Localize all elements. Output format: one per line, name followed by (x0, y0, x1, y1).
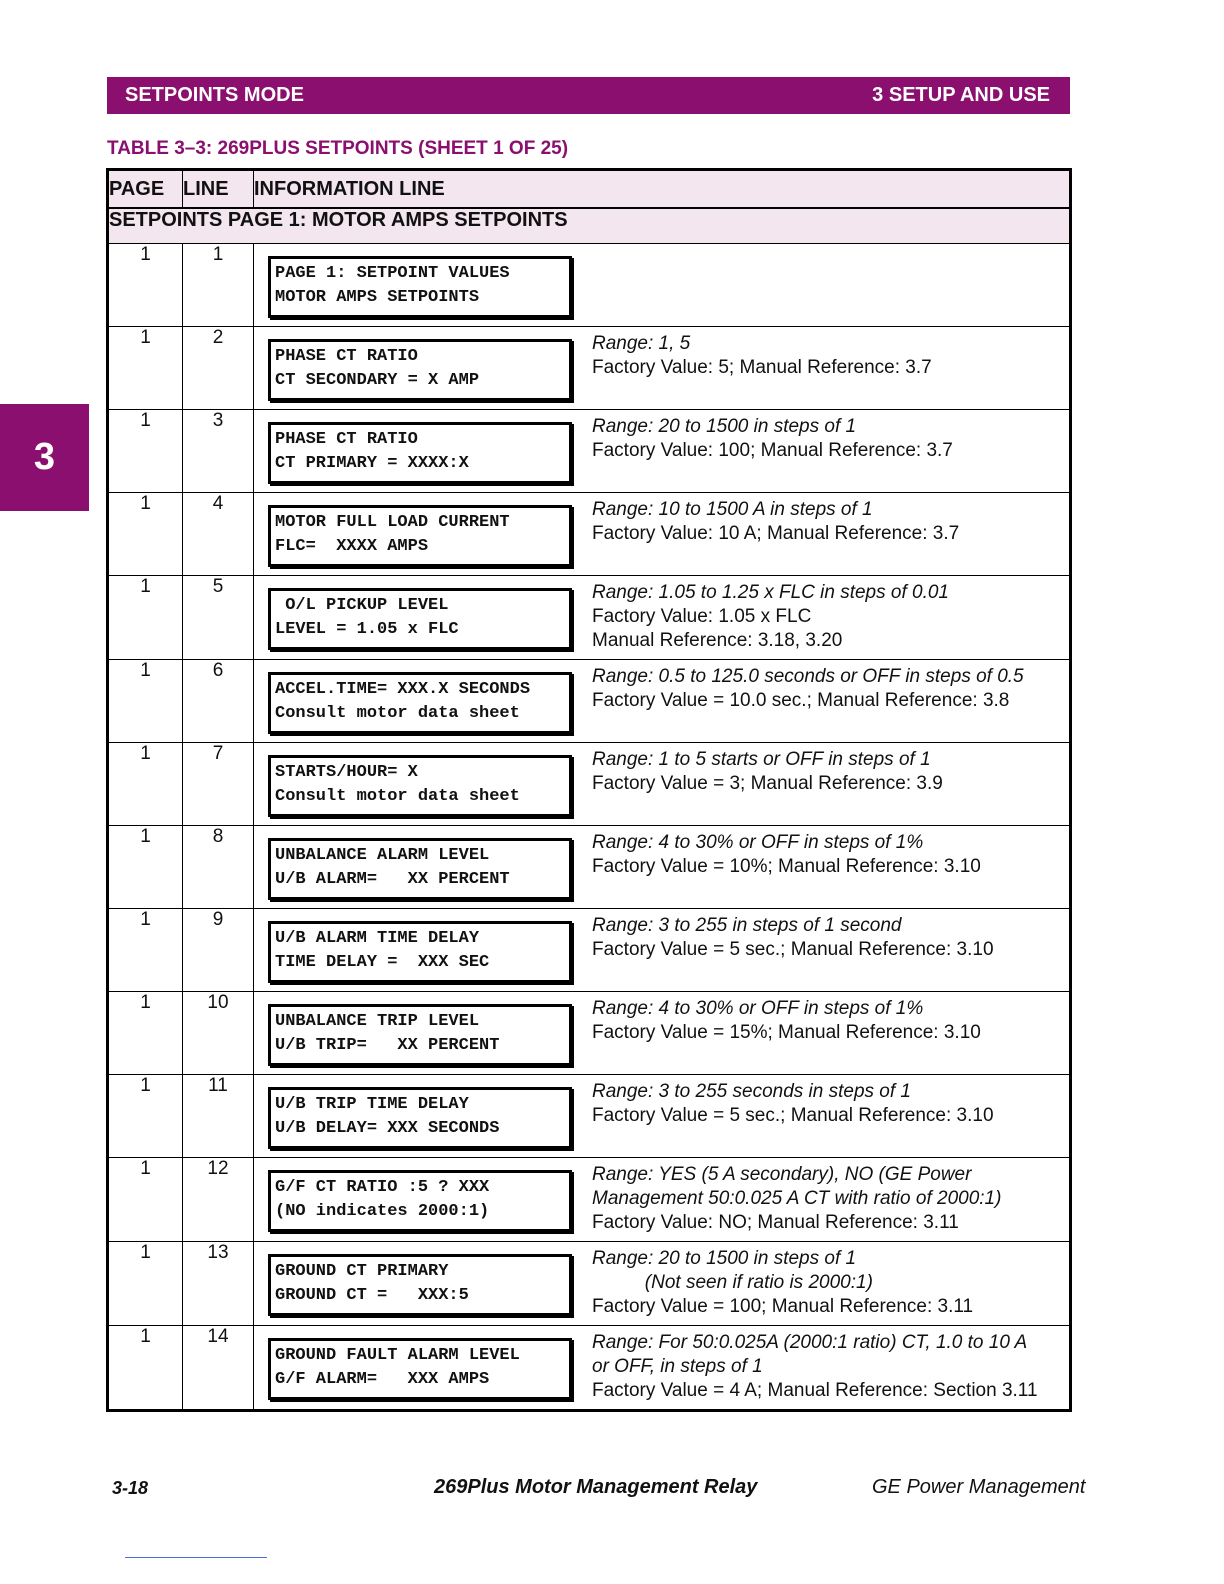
column-header-line: LINE (183, 170, 254, 209)
setpoint-description (592, 831, 981, 879)
row-information-cell (254, 244, 1071, 327)
footer-divider (125, 1557, 267, 1558)
setpoint-range: Range: For 50:0.025A (2000:1 ratio) CT, 1.0 to 10 A (592, 1332, 1028, 1353)
row-line-number: 4 (183, 493, 254, 576)
lcd-display-message (268, 339, 572, 401)
setpoint-factory-reference: Factory Value: 5; Manual Reference: 3.7 (592, 357, 932, 378)
row-page-number: 1 (108, 327, 183, 410)
row-information-cell (254, 576, 1071, 660)
lcd-display-message (268, 505, 572, 567)
table-header-row (108, 170, 1071, 209)
table-row (108, 1075, 1071, 1158)
row-information-cell (254, 660, 1071, 743)
row-information-cell (254, 1242, 1071, 1326)
lcd-line: U/B TRIP TIME DELAY (275, 1095, 469, 1114)
lcd-line: UNBALANCE TRIP LEVEL (275, 1012, 480, 1031)
lcd-line: PHASE CT RATIO (275, 347, 418, 366)
setpoint-factory-reference: Factory Value = 4 A; Manual Reference: Section 3.11 (592, 1380, 1038, 1401)
setpoint-range: Range: 3 to 255 in steps of 1 second (592, 915, 902, 936)
lcd-display-message (268, 1254, 572, 1316)
lcd-line: G/F ALARM= XXX AMPS (275, 1370, 490, 1389)
header-right-title: 3 SETUP AND USE (872, 84, 1050, 106)
table-row (108, 1242, 1071, 1326)
row-information-cell (254, 1158, 1071, 1242)
row-information-content (254, 743, 1069, 825)
lcd-line: GROUND FAULT ALARM LEVEL (275, 1346, 520, 1365)
row-information-cell (254, 410, 1071, 493)
row-information-content (254, 410, 1069, 492)
lcd-line: GROUND CT = XXX:5 (275, 1286, 469, 1305)
row-information-cell (254, 826, 1071, 909)
lcd-line: Consult motor data sheet (275, 704, 520, 723)
row-information-content (254, 576, 1069, 659)
table-row (108, 1158, 1071, 1242)
lcd-display-message (268, 838, 572, 900)
lcd-line: U/B TRIP= XX PERCENT (275, 1036, 500, 1055)
row-information-cell (254, 493, 1071, 576)
row-line-number: 11 (183, 1075, 254, 1158)
setpoint-factory-reference: Factory Value = 5 sec.; Manual Reference: 3.10 (592, 939, 994, 960)
lcd-display-message (268, 1170, 572, 1232)
lcd-line: PHASE CT RATIO (275, 430, 418, 449)
lcd-line: (NO indicates 2000:1) (275, 1202, 490, 1221)
lcd-line: ACCEL.TIME= XXX.X SECONDS (275, 680, 531, 699)
row-line-number: 5 (183, 576, 254, 660)
lcd-display-message (268, 755, 572, 817)
row-page-number: 1 (108, 576, 183, 660)
lcd-line: GROUND CT PRIMARY (275, 1262, 449, 1281)
lcd-display-message (268, 1338, 572, 1400)
setpoint-range: Range: 4 to 30% or OFF in steps of 1% (592, 832, 924, 853)
setpoint-range-continued: Management 50:0.025 A CT with ratio of 2000:1) (592, 1188, 1002, 1209)
row-information-content (254, 909, 1069, 991)
setpoint-range: Range: 20 to 1500 in steps of 1 (592, 416, 857, 437)
lcd-line: CT PRIMARY = XXXX:X (275, 454, 469, 473)
setpoint-reference-continued: Manual Reference: 3.18, 3.20 (592, 630, 843, 651)
row-page-number: 1 (108, 1326, 183, 1411)
lcd-line: MOTOR AMPS SETPOINTS (275, 288, 480, 307)
setpoint-factory-reference: Factory Value = 100; Manual Reference: 3.11 (592, 1296, 974, 1317)
setpoint-factory-reference: Factory Value: 10 A; Manual Reference: 3.7 (592, 523, 960, 544)
lcd-display-message (268, 256, 572, 318)
row-page-number: 1 (108, 1075, 183, 1158)
row-information-cell (254, 1326, 1071, 1411)
setpoint-description (592, 1331, 1038, 1403)
footer-page-number: 3-18 (112, 1478, 149, 1498)
setpoint-factory-reference: Factory Value = 3; Manual Reference: 3.9 (592, 773, 943, 794)
lcd-line: G/F CT RATIO :5 ? XXX (275, 1178, 490, 1197)
row-information-content (254, 660, 1069, 742)
setpoint-range: Range: 0.5 to 125.0 seconds or OFF in steps of 0.5 (592, 666, 1024, 687)
table-row (108, 743, 1071, 826)
row-line-number: 7 (183, 743, 254, 826)
row-information-content (254, 992, 1069, 1074)
setpoint-factory-reference: Factory Value = 15%; Manual Reference: 3.10 (592, 1022, 981, 1043)
row-page-number: 1 (108, 244, 183, 327)
row-information-content (254, 1242, 1069, 1325)
setpoint-description (592, 665, 1024, 713)
row-information-cell (254, 909, 1071, 992)
setpoint-description (592, 332, 932, 380)
header-left-title: SETPOINTS MODE (125, 84, 304, 106)
setpoint-range: Range: 4 to 30% or OFF in steps of 1% (592, 998, 924, 1019)
table-row (108, 909, 1071, 992)
lcd-line: LEVEL = 1.05 x FLC (275, 620, 459, 639)
row-information-content (254, 1158, 1069, 1241)
setpoint-factory-reference: Factory Value: 100; Manual Reference: 3.7 (592, 440, 953, 461)
setpoint-description (592, 997, 981, 1045)
row-line-number: 9 (183, 909, 254, 992)
lcd-display-message (268, 422, 572, 484)
table-row (108, 1326, 1071, 1411)
setpoint-factory-reference: Factory Value: 1.05 x FLC (592, 606, 812, 627)
table-row (108, 660, 1071, 743)
table-row (108, 826, 1071, 909)
lcd-line: U/B ALARM= XX PERCENT (275, 870, 510, 889)
lcd-display-message (268, 588, 572, 650)
table-row (108, 244, 1071, 327)
row-information-content (254, 1075, 1069, 1157)
row-page-number: 1 (108, 660, 183, 743)
row-information-cell (254, 1075, 1071, 1158)
table-row (108, 493, 1071, 576)
row-page-number: 1 (108, 493, 183, 576)
setpoint-range: Range: 1, 5 (592, 333, 691, 354)
row-page-number: 1 (108, 1242, 183, 1326)
row-information-cell (254, 327, 1071, 410)
row-line-number: 13 (183, 1242, 254, 1326)
footer-product-name: 269Plus Motor Management Relay (434, 1476, 758, 1498)
lcd-line: TIME DELAY = XXX SEC (275, 953, 490, 972)
row-information-cell (254, 992, 1071, 1075)
row-line-number: 10 (183, 992, 254, 1075)
footer-company: GE Power Management (872, 1476, 1086, 1498)
table-row (108, 576, 1071, 660)
lcd-line: FLC= XXXX AMPS (275, 537, 429, 556)
lcd-display-message (268, 672, 572, 734)
setpoint-description (592, 914, 994, 962)
setpoint-description (592, 415, 953, 463)
row-line-number: 8 (183, 826, 254, 909)
setpoint-range: Range: 1 to 5 starts or OFF in steps of 1 (592, 749, 931, 770)
lcd-line: Consult motor data sheet (275, 787, 520, 806)
setpoint-description (592, 498, 959, 546)
row-information-cell (254, 743, 1071, 826)
row-line-number: 12 (183, 1158, 254, 1242)
row-information-content (254, 826, 1069, 908)
setpoint-range: Range: 20 to 1500 in steps of 1 (592, 1248, 857, 1269)
column-header-page: PAGE (108, 170, 183, 209)
row-line-number: 1 (183, 244, 254, 327)
setpoint-factory-reference: Factory Value = 5 sec.; Manual Reference: 3.10 (592, 1105, 994, 1126)
row-information-content (254, 244, 1069, 326)
lcd-display-message (268, 921, 572, 983)
setpoint-factory-reference: Factory Value: NO; Manual Reference: 3.11 (592, 1212, 959, 1233)
row-line-number: 14 (183, 1326, 254, 1411)
setpoint-description (592, 748, 943, 796)
setpoint-range: Range: YES (5 A secondary), NO (GE Power (592, 1164, 972, 1185)
section-title-row: SETPOINTS PAGE 1: MOTOR AMPS SETPOINTS (108, 208, 1071, 244)
column-header-information-line: INFORMATION LINE (254, 170, 1071, 209)
lcd-line: UNBALANCE ALARM LEVEL (275, 846, 490, 865)
setpoint-range: Range: 1.05 to 1.25 x FLC in steps of 0.01 (592, 582, 950, 603)
setpoints-table (106, 168, 1072, 1412)
row-line-number: 3 (183, 410, 254, 493)
lcd-line: U/B DELAY= XXX SECONDS (275, 1119, 500, 1138)
setpoint-description (592, 1163, 1001, 1235)
row-line-number: 2 (183, 327, 254, 410)
lcd-line: U/B ALARM TIME DELAY (275, 929, 480, 948)
setpoint-range: Range: 10 to 1500 A in steps of 1 (592, 499, 873, 520)
lcd-line: CT SECONDARY = X AMP (275, 371, 480, 390)
row-page-number: 1 (108, 743, 183, 826)
section-header-bar (107, 77, 1070, 114)
row-information-content (254, 1326, 1069, 1409)
row-page-number: 1 (108, 992, 183, 1075)
table-row (108, 327, 1071, 410)
setpoint-range-continued: (Not seen if ratio is 2000:1) (592, 1272, 873, 1293)
setpoint-description (592, 1247, 973, 1319)
setpoint-description (592, 581, 949, 653)
lcd-line: PAGE 1: SETPOINT VALUES (275, 264, 510, 283)
setpoint-range-continued: or OFF, in steps of 1 (592, 1356, 763, 1377)
row-line-number: 6 (183, 660, 254, 743)
lcd-line: STARTS/HOUR= X (275, 763, 418, 782)
lcd-display-message (268, 1087, 572, 1149)
chapter-side-tab: 3 (0, 404, 89, 511)
row-page-number: 1 (108, 826, 183, 909)
setpoint-range: Range: 3 to 255 seconds in steps of 1 (592, 1081, 911, 1102)
lcd-display-message (268, 1004, 572, 1066)
row-information-content (254, 327, 1069, 409)
setpoint-description (592, 1080, 994, 1128)
table-row (108, 992, 1071, 1075)
setpoint-factory-reference: Factory Value = 10.0 sec.; Manual Reference: 3.8 (592, 690, 1010, 711)
row-page-number: 1 (108, 1158, 183, 1242)
table-title: TABLE 3–3: 269PLUS SETPOINTS (SHEET 1 OF 25) (107, 138, 569, 159)
row-information-content (254, 493, 1069, 575)
row-page-number: 1 (108, 909, 183, 992)
table-row (108, 410, 1071, 493)
setpoint-factory-reference: Factory Value = 10%; Manual Reference: 3.10 (592, 856, 981, 877)
lcd-line: O/L PICKUP LEVEL (275, 596, 449, 615)
row-page-number: 1 (108, 410, 183, 493)
lcd-line: MOTOR FULL LOAD CURRENT (275, 513, 510, 532)
